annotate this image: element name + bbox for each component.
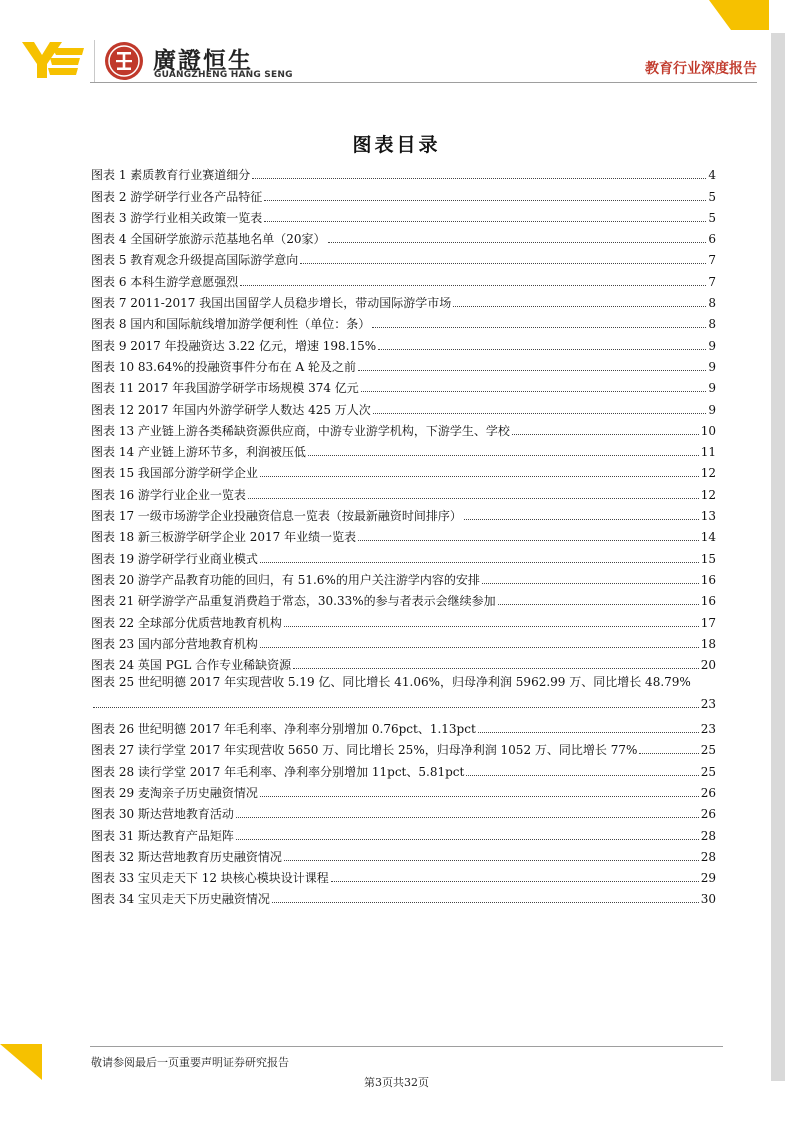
logo-divider (94, 40, 95, 82)
toc-entry[interactable] (91, 630, 716, 651)
toc-entry[interactable] (91, 182, 716, 203)
toc-entry[interactable] (91, 821, 716, 842)
toc-label: 图表 31 斯达教育产品矩阵 (91, 828, 234, 843)
toc-label: 图表 5 教育观念升级提高国际游学意向 (91, 253, 299, 268)
toc-dot-leader (373, 413, 707, 414)
toc-entry[interactable] (91, 395, 716, 416)
toc-label: 图表 24 英国 PGL 合作专业稀缺资源 (91, 658, 292, 673)
toc-entry[interactable] (91, 779, 716, 800)
toc-page-number: 25 (700, 743, 716, 758)
toc-dot-leader (248, 498, 699, 499)
toc-entry[interactable] (91, 310, 716, 331)
toc-entry[interactable] (91, 885, 716, 906)
toc-entry[interactable] (91, 417, 716, 438)
toc-page-number: 17 (700, 615, 716, 630)
toc-dot-leader (372, 327, 706, 328)
toc-label: 图表 22 全球部分优质营地教育机构 (91, 615, 282, 630)
toc-page-number: 12 (700, 466, 716, 481)
toc-dot-leader (478, 732, 699, 733)
toc-dot-leader (512, 434, 699, 435)
toc-entry[interactable] (91, 331, 716, 352)
toc-dot-leader (300, 263, 706, 264)
toc-dot-leader (378, 349, 706, 350)
toc-label: 图表 11 2017 年我国游学研学市场规模 374 亿元 (91, 381, 359, 396)
toc-label: 图表 32 斯达营地教育历史融资情况 (91, 849, 282, 864)
toc-page-number: 16 (700, 594, 716, 609)
toc-entry[interactable] (91, 566, 716, 587)
toc-page-number: 9 (708, 359, 716, 374)
toc-label: 图表 7 2011-2017 我国出国留学人员稳步增长，带动国际游学市场 (91, 296, 452, 311)
toc-dot-leader (358, 540, 699, 541)
toc-entry[interactable] (91, 651, 716, 672)
toc-leader-line (91, 693, 716, 711)
toc-page-number: 9 (708, 338, 716, 353)
toc-page-number: 18 (700, 636, 716, 651)
toc-dot-leader (252, 178, 706, 179)
toc-label: 图表 23 国内部分营地教育机构 (91, 636, 258, 651)
toc-dot-leader (272, 902, 699, 903)
toc-entry[interactable] (91, 374, 716, 395)
toc-page-number: 5 (708, 210, 716, 225)
toc-label: 图表 17 一级市场游学企业投融资信息一览表（按最新融资时间排序） (91, 509, 462, 524)
toc-dot-leader (328, 242, 707, 243)
toc-entry[interactable] (91, 757, 716, 778)
toc-page-number: 28 (700, 828, 716, 843)
toc-page-number: 20 (700, 658, 716, 673)
toc-dot-leader (639, 753, 698, 754)
corner-accent-top (709, 0, 769, 30)
toc-label: 图表 34 宝贝走天下历史融资情况 (91, 892, 270, 907)
toc-page-number: 12 (700, 487, 716, 502)
toc-label: 图表 27 读行学堂 2017 年实现营收 5650 万、同比增长 25%，归母净利润 1052 万、同比增长 77% (91, 743, 638, 758)
toc-dot-leader (466, 775, 698, 776)
toc-page-number: 15 (700, 551, 716, 566)
seal-logo-icon (104, 41, 144, 81)
toc-title: 图表目录 (352, 134, 441, 156)
toc-label: 图表 16 游学行业企业一览表 (91, 487, 246, 502)
toc-page-number: 9 (708, 381, 716, 396)
toc-label: 图表 28 读行学堂 2017 年毛利率、净利率分别增加 11pct、5.81pct (91, 764, 465, 779)
toc-entry[interactable] (91, 204, 716, 225)
toc-page-number: 8 (708, 296, 716, 311)
brand-name-cn: 廣證恒生 (153, 48, 253, 74)
header-divider (90, 82, 757, 83)
toc-dot-leader (293, 668, 699, 669)
toc-entry[interactable] (91, 864, 716, 885)
toc-page-number: 26 (700, 785, 716, 800)
toc-entry[interactable] (91, 353, 716, 374)
toc-label: 图表 19 游学研学行业商业模式 (91, 551, 258, 566)
toc-label: 图表 2 游学研学行业各产品特征 (91, 189, 263, 204)
toc-page-number: 16 (700, 572, 716, 587)
toc-entry[interactable] (91, 736, 716, 757)
toc-label: 图表 15 我国部分游学研学企业 (91, 466, 258, 481)
toc-dot-leader (453, 306, 706, 307)
toc-page-number: 26 (700, 807, 716, 822)
page-number: 第3页共32页 (364, 1076, 429, 1089)
toc-dot-leader (264, 221, 706, 222)
toc-label: 图表 18 新三板游学研学企业 2017 年业绩一览表 (91, 530, 357, 545)
toc-dot-leader (264, 200, 706, 201)
toc-page-number: 7 (708, 274, 716, 289)
toc-dot-leader (236, 817, 699, 818)
toc-page-number: 23 (700, 697, 716, 712)
toc-label: 图表 29 麦淘亲子历史融资情况 (91, 785, 258, 800)
toc-page-number: 5 (708, 189, 716, 204)
toc-page-number: 8 (708, 317, 716, 332)
toc-dot-leader (93, 707, 699, 708)
toc-page-number: 28 (700, 849, 716, 864)
toc-page-number: 23 (700, 722, 716, 737)
toc-entry[interactable] (91, 225, 716, 246)
toc-label: 图表 33 宝贝走天下 12 块核心模块设计课程 (91, 871, 329, 886)
toc-dot-leader (236, 839, 699, 840)
toc-entry[interactable] (91, 480, 716, 501)
toc-label: 图表 20 游学产品教育功能的回归，有 51.6%的用户关注游学内容的安排 (91, 572, 480, 587)
toc-entry[interactable] (91, 800, 716, 821)
toc-dot-leader (361, 391, 707, 392)
footer-disclaimer: 敬请参阅最后一页重要声明证券研究报告 (91, 1056, 289, 1069)
toc-dot-leader (331, 881, 699, 882)
toc-page-number: 25 (700, 764, 716, 779)
toc-entry[interactable] (91, 267, 716, 288)
toc-dot-leader (498, 604, 699, 605)
side-bar (771, 33, 785, 1081)
toc-dot-leader (260, 796, 699, 797)
toc-dot-leader (240, 285, 706, 286)
toc-entry[interactable] (91, 843, 716, 864)
toc-label: 图表 21 研学游学产品重复消费趋于常态，30.33%的参与者表示会继续参加 (91, 594, 496, 609)
toc-entry[interactable] (91, 289, 716, 310)
toc-entry[interactable] (91, 438, 716, 459)
toc-label: 图表 30 斯达营地教育活动 (91, 807, 234, 822)
toc-page-number: 11 (700, 445, 716, 460)
toc-label: 图表 13 产业链上游各类稀缺资源供应商，中游专业游学机构，下游学生、学校 (91, 423, 510, 438)
toc-page-number: 29 (700, 871, 716, 886)
toc-label: 图表 26 世纪明德 2017 年毛利率、净利率分别增加 0.76pct、1.13pct (91, 722, 476, 737)
toc-entry[interactable] (91, 672, 716, 715)
toc-label: 图表 12 2017 年国内外游学研学人数达 425 万人次 (91, 402, 371, 417)
toc-dot-leader (464, 519, 699, 520)
toc-dot-leader (260, 476, 699, 477)
report-type-label: 教育行业深度报告 (645, 61, 757, 77)
toc-page-number: 13 (700, 509, 716, 524)
toc-dot-leader (358, 370, 706, 371)
toc-dot-leader (284, 860, 699, 861)
toc-page-number: 10 (700, 423, 716, 438)
toc-label: 图表 25 世纪明德 2017 年实现营收 5.19 亿、同比增长 41.06%，归母净利润 5962.99 万、同比增长 48.79% (91, 675, 691, 690)
toc-label: 图表 6 本科生游学意愿强烈 (91, 274, 239, 289)
toc-entry[interactable] (91, 608, 716, 629)
toc-page-number: 4 (708, 168, 716, 183)
toc-list (91, 161, 716, 906)
toc-label: 图表 9 2017 年投融资达 3.22 亿元，增速 198.15% (91, 338, 377, 353)
toc-dot-leader (284, 626, 699, 627)
toc-label: 图表 10 83.64%的投融资事件分布在 A 轮及之前 (91, 359, 356, 374)
toc-label: 图表 3 游学行业相关政策一览表 (91, 210, 263, 225)
toc-entry[interactable] (91, 544, 716, 565)
toc-label: 图表 8 国内和国际航线增加游学便利性（单位：条） (91, 317, 371, 332)
toc-entry[interactable] (91, 715, 716, 736)
toc-dot-leader (260, 562, 699, 563)
toc-label: 图表 14 产业链上游环节多，利润被压低 (91, 445, 306, 460)
toc-entry[interactable] (91, 161, 716, 182)
footer-divider (90, 1046, 723, 1047)
toc-entry[interactable] (91, 523, 716, 544)
toc-label: 图表 4 全国研学旅游示范基地名单（20家） (91, 232, 326, 247)
toc-dot-leader (260, 647, 699, 648)
toc-dot-leader (308, 455, 699, 456)
toc-dot-leader (482, 583, 699, 584)
toc-entry[interactable] (91, 246, 716, 267)
toc-entry[interactable] (91, 459, 716, 480)
toc-label: 图表 1 素质教育行业赛道细分 (91, 168, 251, 183)
brand-name-en: GUANGZHENG HANG SENG (154, 70, 293, 80)
ye-logo-icon (22, 40, 84, 80)
toc-page-number: 14 (700, 530, 716, 545)
toc-page-number: 30 (700, 892, 716, 907)
toc-page-number: 6 (708, 232, 716, 247)
toc-page-number: 7 (708, 253, 716, 268)
toc-entry[interactable] (91, 502, 716, 523)
toc-page-number: 9 (708, 402, 716, 417)
toc-entry[interactable] (91, 587, 716, 608)
